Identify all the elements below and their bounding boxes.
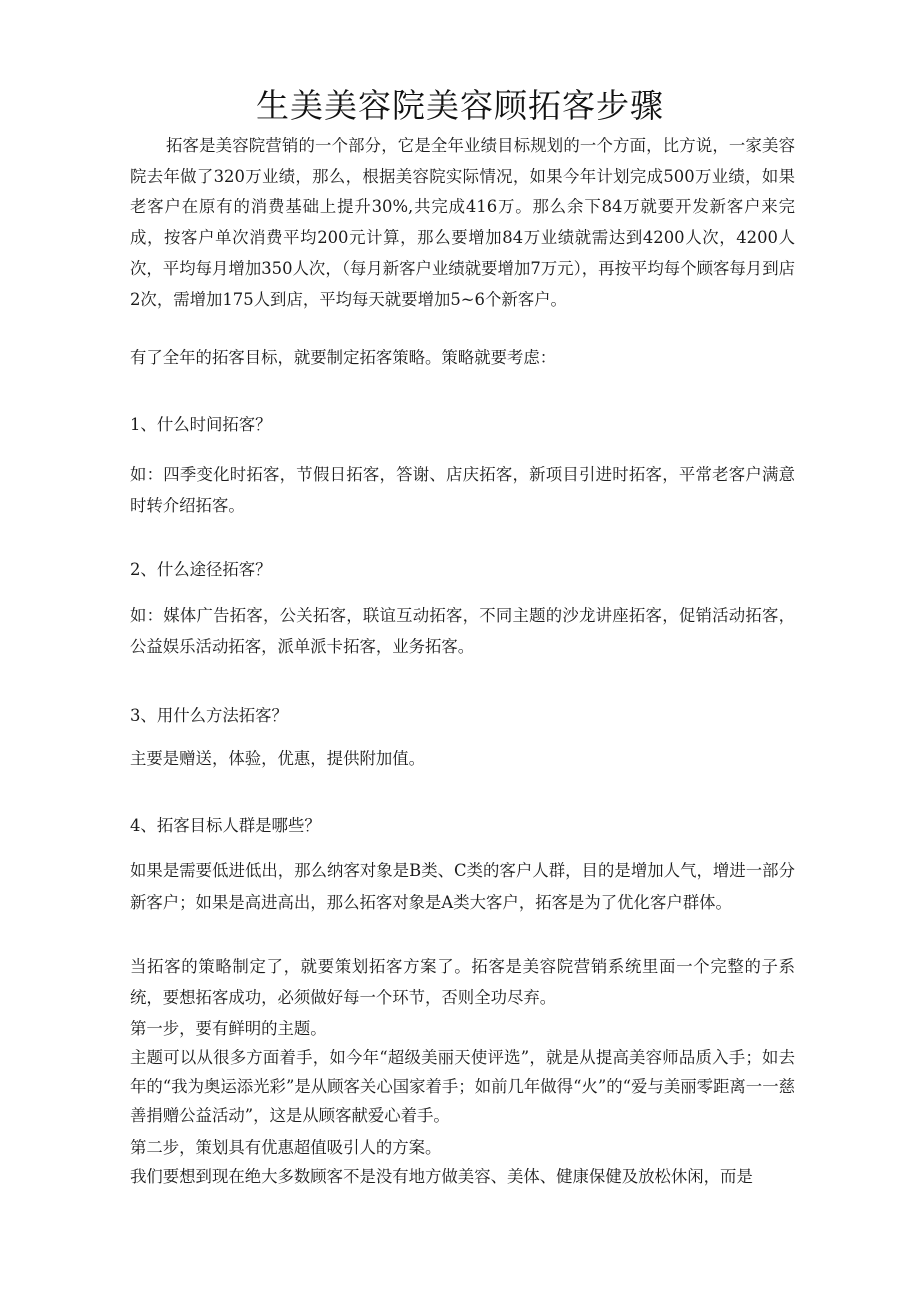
question-1: 1、什么时间拓客？ (130, 415, 272, 434)
step-1-text: 主题可以从很多方面着手，如今年“超级美丽天使评选”，就是从提高美容师品质入手；如去年的“我为奥运添光彩”是从顾客关心国家着手；如前几年做得“火”的“爱与美丽零距离一一慈善捐赠公益活动”，这是从顾客献爱心着手。 (130, 1048, 795, 1125)
step-2-text: 我们要想到现在绝大多数顾客不是没有地方做美容、美体、健康保健及放松休闲，而是 (130, 1167, 753, 1186)
plan-intro: 当拓客的策略制定了，就要策划拓客方案了。拓客是美容院营销系统里面一个完整的子系统，要想拓客成功，必须做好每一个环节，否则全功尽弃。 (130, 957, 795, 1007)
answer-1: 如：四季变化时拓客，节假日拓客，答谢、店庆拓客，新项目引进时拓客，平常老客户满意时转介绍拓客。 (130, 465, 795, 515)
question-2: 2、什么途径拓客？ (130, 560, 272, 579)
intro-paragraph: 拓客是美容院营销的一个部分，它是全年业绩目标规划的一个方面，比方说，一家美容院去年做了320万业绩，那么，根据美容院实际情况，如果今年计划完成500万业绩，如果老客户在原有的消费基础上提升30%,共完成416万。那么余下84万就要开发新客户来完成，按客户单次消费平均200元计算，那么要增加84万业绩就需达到4200人次，4200人次，平均每月增加350人次，（每月新客户业绩就要增加7万元），再按平均每个顾客每月到店2次，需增加175人到店，平均每天就要增加5~6个新客户。 (130, 136, 795, 309)
step-1-title: 第一步，要有鲜明的主题。 (130, 1019, 327, 1038)
strategy-intro: 有了全年的拓客目标，就要制定拓客策略。策略就要考虑： (130, 348, 557, 367)
answer-4: 如果是需要低进低出，那么纳客对象是B类、C类的客户人群，目的是增加人气，增进一部分新客户；如果是高进高出，那么拓客对象是A类大客户，拓客是为了优化客户群体。 (130, 861, 795, 912)
answer-3: 主要是赠送，体验，优惠，提供附加值。 (130, 749, 426, 768)
question-3: 3、用什么方法拓客？ (130, 706, 288, 725)
question-4: 4、拓客目标人群是哪些？ (130, 816, 321, 835)
answer-2: 如：媒体广告拓客，公关拓客，联谊互动拓客，不同主题的沙龙讲座拓客，促销活动拓客，公益娱乐活动拓客，派单派卡拓客，业务拓客。 (130, 606, 795, 656)
document-title: 生美美容院美容顾拓客步骤 (256, 86, 664, 125)
step-2-title: 第二步，策划具有优惠超值吸引人的方案。 (130, 1138, 442, 1157)
